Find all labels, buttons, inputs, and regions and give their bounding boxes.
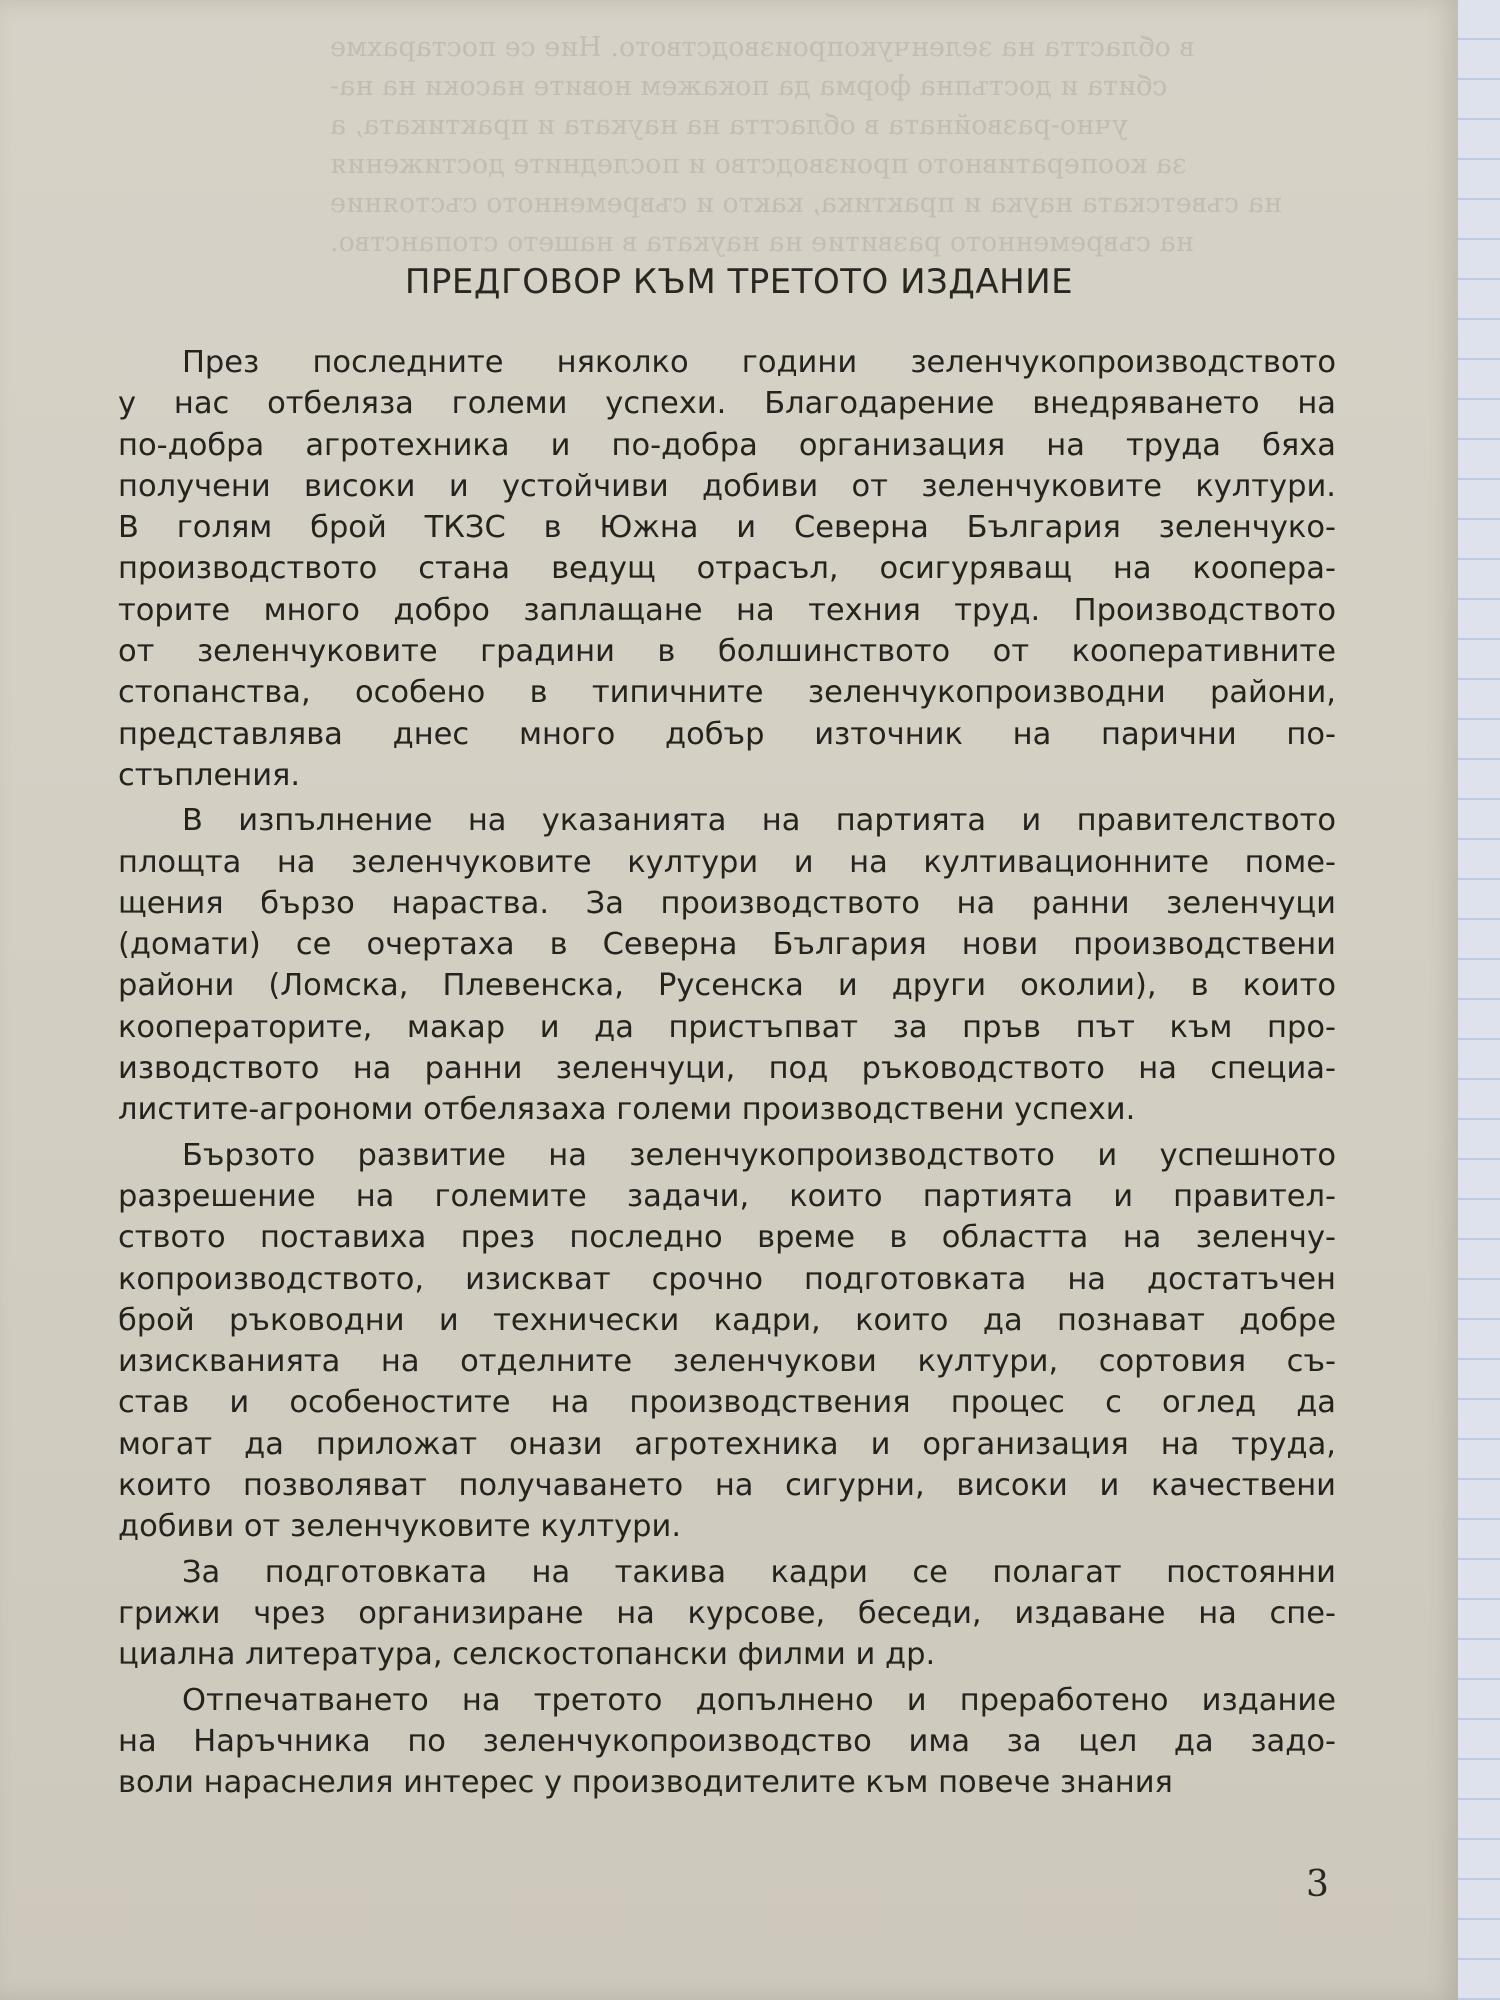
text-line: ството поставиха през последно време в областта на зеленчу- — [118, 1220, 1336, 1256]
text-line: В голям брой ТКЗС в Южна и Северна България зеленчуко- — [118, 510, 1336, 546]
text-line: у нас отбеляза големи успехи. Благодарение внедряването на — [118, 386, 1336, 422]
text-line: представлява днес много добър източник на парични по- — [118, 716, 1336, 752]
text-line: разрешение на големите задачи, които партията и правител- — [118, 1178, 1336, 1214]
text-line: През последните няколко години зеленчукопроизводството — [182, 345, 1336, 380]
paragraph-5 — [118, 1680, 1336, 1804]
background-notebook-edge — [1452, 0, 1500, 2000]
text-line: изискванията на отделните зеленчукови култури, сортовия съ- — [118, 1344, 1336, 1380]
bleed-through-text: в областта на зеленчукопроизводството. Ние се постарахме сбита и достъпна форма да покажем новите насоки на на- учно-развойната в областта на науката и практиката, а за кооперативното производство и последните достижения на съветската наука и практика, както и съвременното състояние на съвременното развитие на науката в нашето стопанство. — [330, 32, 1282, 258]
text-line: В изпълнение на указанията на партията и правителството — [182, 803, 1336, 839]
text-line: производството стана ведущ отрасъл, осигуряващ на коопера- — [118, 551, 1336, 587]
text-line: на Наръчника по зеленчукопроизводство има за цел да задо- — [118, 1723, 1336, 1759]
text-line: могат да приложат онази агротехника и организация на труда, — [118, 1426, 1336, 1462]
text-line: райони (Ломска, Плевенска, Русенска и други околии), в които — [118, 968, 1336, 1004]
text-line: щения бързо нараства. За производството на ранни зеленчуци — [118, 885, 1336, 921]
text-line: стъпления. — [118, 757, 301, 793]
text-line: копроизводството, изискват срочно подготовката на достатъчен — [118, 1261, 1336, 1297]
text-line: които позволяват получаването на сигурни, високи и качествени — [118, 1468, 1336, 1504]
text-line: воли нараснелия интерес у производителите към повече знания — [118, 1765, 1173, 1801]
text-line: брой ръководни и технически кадри, които да познават добре — [118, 1302, 1336, 1338]
paragraph-2 — [118, 800, 1336, 1130]
text-line: торите много добро заплащане на техния труд. Производството — [118, 592, 1336, 628]
text-line: площта на зеленчуковите култури и на култивационните поме- — [118, 844, 1336, 880]
text-line: Отпечатването на третото допълнено и преработено издание — [182, 1682, 1336, 1718]
text-line: кооператорите, макар и да пристъпват за пръв път към про- — [118, 1009, 1336, 1045]
paragraph-3 — [118, 1135, 1336, 1548]
page-number: 3 — [1306, 1864, 1329, 1905]
text-line: грижи чрез организиране на курсове, беседи, издаване на спе- — [118, 1595, 1336, 1631]
text-line: Бързото развитие на зеленчукопроизводството и успешното — [182, 1137, 1336, 1173]
paragraph-4 — [118, 1552, 1336, 1676]
text-line: от зеленчуковите градини в болшинството от кооперативните — [118, 634, 1336, 670]
page-title: ПРЕДГОВОР КЪМ ТРЕТОТО ИЗДАНИЕ — [404, 262, 1074, 302]
text-line: За подготовката на такива кадри се полагат постоянни — [182, 1554, 1336, 1590]
text-line: получени високи и устойчиви добиви от зеленчуковите култури. — [118, 468, 1336, 504]
text-line: по-добра агротехника и по-добра организация на труда бяха — [118, 427, 1336, 463]
text-line: (домати) се очертаха в Северна България нови производствени — [118, 927, 1336, 963]
text-line: циална литература, селскостопански филми и др. — [118, 1637, 936, 1673]
text-line: став и особеностите на производствения процес с оглед да — [118, 1385, 1336, 1421]
text-line: изводството на ранни зеленчуци, под ръководството на специа- — [118, 1051, 1336, 1087]
text-line: листите-агрономи отбелязаха големи производствени успехи. — [118, 1092, 1136, 1128]
text-line: стопанства, особено в типичните зеленчукопроизводни райони, — [118, 675, 1336, 711]
paragraph-1 — [118, 342, 1336, 796]
body-text — [118, 342, 1336, 1807]
text-line: добиви от зеленчуковите култури. — [118, 1509, 682, 1545]
